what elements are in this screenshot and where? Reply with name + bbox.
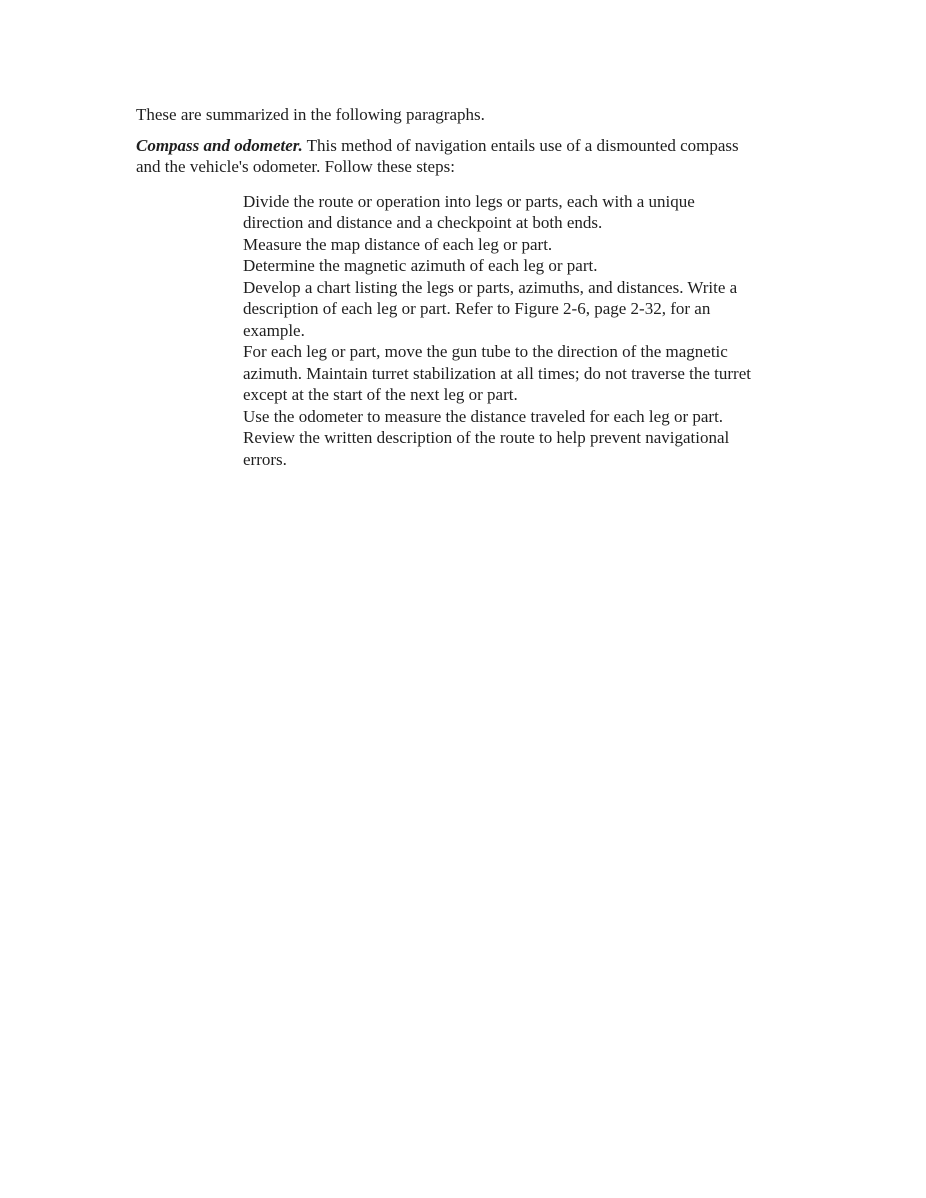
step-line: Use the odometer to measure the distance traveled for each leg or part. [243, 406, 724, 426]
compass-line2-text: and the vehicle's odometer. Follow these steps: [136, 157, 455, 176]
step-line: description of each leg or part. Refer to Figure 2-6, page 2-32, for an [243, 299, 711, 318]
step-item [243, 427, 795, 470]
compass-lead-text: Compass and odometer. [136, 135, 303, 155]
step-item [243, 255, 795, 277]
step-line: For each leg or part, move the gun tube to the direction of the magnetic [243, 342, 728, 361]
step-line: Measure the map distance of each leg or part. [243, 234, 553, 254]
step-item [243, 341, 795, 406]
step-line: example. [243, 320, 305, 340]
compass-line1-text: This method of navigation entails use of a dismounted compass [302, 135, 739, 155]
step-line: Divide the route or operation into legs or parts, each with a unique [243, 191, 695, 211]
steps-list [243, 191, 795, 471]
step-item [243, 277, 795, 342]
step-line: except at the start of the next leg or part. [243, 385, 518, 404]
step-line: Review the written description of the route to help prevent navigational [243, 428, 730, 447]
intro-paragraph: These are summarized in the following paragraphs. [136, 105, 485, 124]
step-item [243, 234, 795, 256]
step-line: direction and distance and a checkpoint at both ends. [243, 213, 603, 232]
step-line: azimuth. Maintain turret stabilization at all times; do not traverse the turret [243, 363, 751, 383]
step-item [243, 191, 795, 234]
step-line: Develop a chart listing the legs or parts, azimuths, and distances. Write a [243, 277, 738, 297]
step-item [243, 406, 795, 428]
step-line: errors. [243, 449, 287, 469]
step-line: Determine the magnetic azimuth of each leg or part. [243, 256, 598, 275]
compass-paragraph [136, 135, 798, 178]
